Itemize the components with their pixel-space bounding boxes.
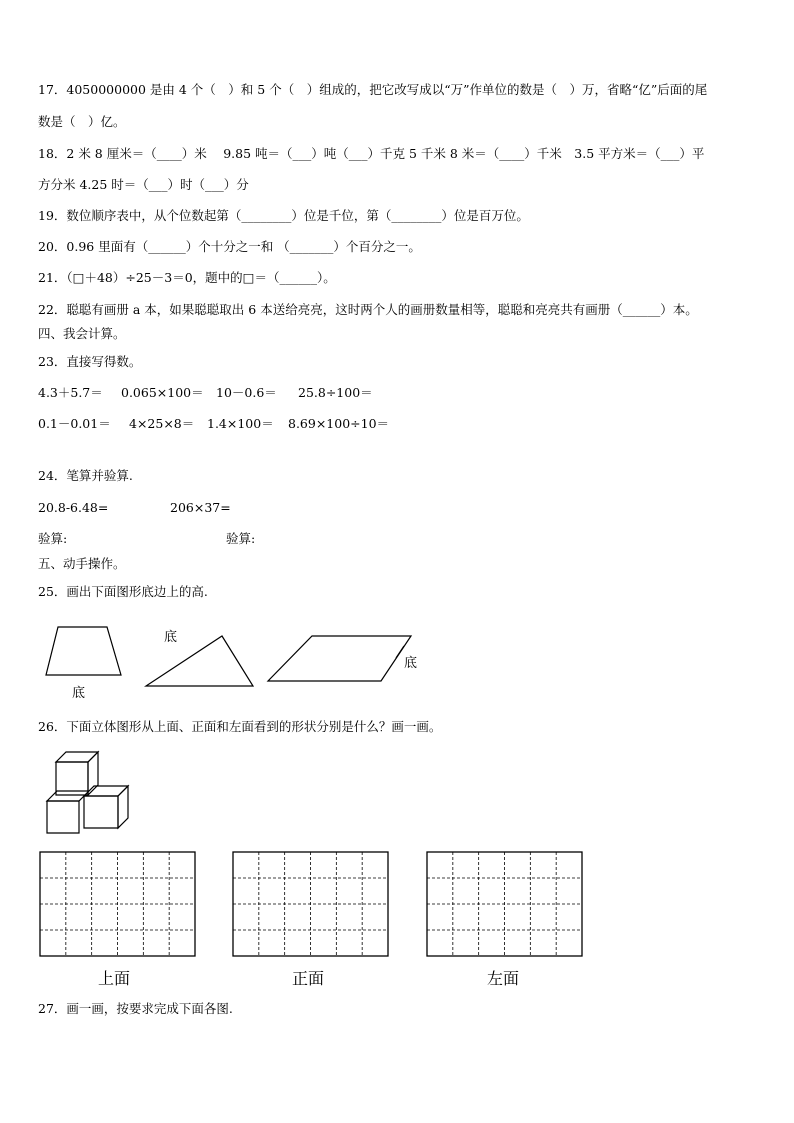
parallelogram-shape: [268, 636, 411, 681]
verify-label-b: 验算:: [226, 531, 256, 546]
verify-label-a: 验算:: [38, 531, 68, 546]
grid-left-view[interactable]: [427, 852, 582, 956]
trapezoid-shape: [46, 627, 121, 675]
triangle-shape: [146, 636, 253, 686]
question-21: 21．（□＋48）÷25－3＝0，题中的□＝（______）。: [38, 270, 336, 285]
grid-label-top: 上面: [98, 969, 131, 988]
question-19: 19．数位顺序表中，从个位数起第（________）位是千位，第（________）位是百万位。: [38, 208, 529, 223]
question-18-line1: 18．2 米 8 厘米＝（____）米 9.85 吨＝（___）吨（___）千克 5 千米 8 米＝（____）千米 3.5 平方米＝（___）平: [38, 146, 705, 161]
calc-item: 10－0.6＝: [216, 385, 277, 400]
question-24-a: 20.8-6.48=: [38, 500, 109, 515]
parallelogram-base-tick: [396, 646, 404, 658]
triangle-base-label: 底: [164, 630, 178, 645]
question-25: 25．画出下面图形底边上的高.: [38, 584, 208, 599]
question-17-line2: 数是（ ）亿。: [38, 114, 126, 129]
calc-item: 4×25×8＝: [129, 416, 195, 431]
grid-front-view[interactable]: [233, 852, 388, 956]
question-27: 27．画一画，按要求完成下面各图.: [38, 1001, 233, 1016]
grid-label-left: 左面: [487, 969, 520, 988]
calc-item: 0.065×100＝: [121, 385, 204, 400]
section-4-heading: 四、我会计算。: [38, 326, 126, 341]
question-18-line2: 方分米 4.25 时＝（___）时（___）分: [38, 177, 249, 192]
calc-item: 0.1－0.01＝: [38, 416, 111, 431]
question-23: 23．直接写得数。: [38, 354, 142, 369]
question-26: 26．下面立体图形从上面、正面和左面看到的形状分别是什么？画一画。: [38, 719, 442, 734]
question-24-b: 206×37=: [170, 500, 231, 515]
trapezoid-base-label: 底: [72, 686, 86, 701]
question-17-line1: 17．4050000000 是由 4 个（ ）和 5 个（ ）组成的，把它改写成以“万”作单位的数是（ ）万，省略“亿”后面的尾: [38, 82, 708, 97]
grid-top-view[interactable]: [40, 852, 195, 956]
question-20: 20．0.96 里面有（______）个十分之一和 （_______）个百分之一。: [38, 239, 421, 254]
grid-label-front: 正面: [292, 969, 325, 988]
calc-item: 8.69×100÷10＝: [288, 416, 390, 431]
calc-item: 4.3＋5.7＝: [38, 385, 103, 400]
calc-item: 1.4×100＝: [207, 416, 274, 431]
question-22: 22．聪聪有画册 a 本，如果聪聪取出 6 本送给亮亮，这时两个人的画册数量相等，聪聪和亮亮共有画册（______）本。: [38, 302, 698, 317]
parallelogram-base-label: 底: [404, 656, 418, 671]
question-24: 24．笔算并验算.: [38, 468, 133, 483]
section-5-heading: 五、动手操作。: [38, 556, 126, 571]
calc-item: 25.8÷100＝: [298, 385, 373, 400]
